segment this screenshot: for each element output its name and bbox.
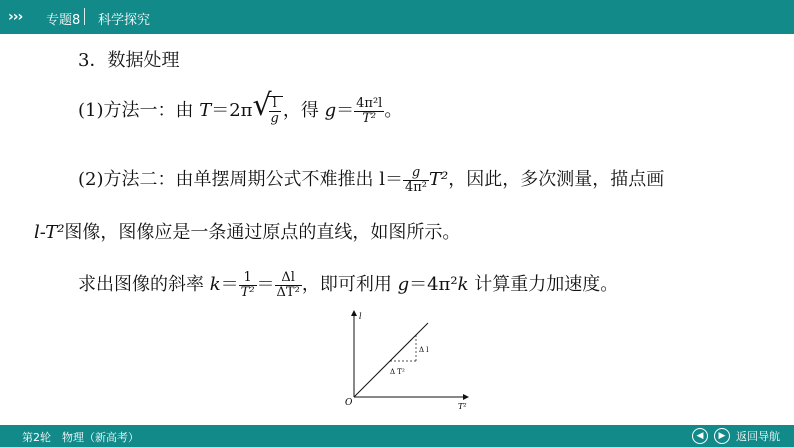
var-T2: T²	[429, 169, 449, 190]
sqrt-expression	[252, 88, 283, 126]
x-axis-label: T²	[458, 402, 467, 411]
next-arrow-icon[interactable]: ▶	[714, 428, 730, 444]
var-g: g	[324, 100, 337, 121]
header-divider	[84, 8, 85, 25]
l-T2-graph	[338, 305, 478, 415]
proportional-line	[354, 323, 428, 397]
y-axis-label: l	[359, 312, 362, 321]
method1-mid: ，得	[282, 100, 325, 121]
method2-line2: l-T²图像，图像应是一条通过原点的直线，如图所示。	[34, 222, 461, 243]
delta-l-label: Δ l	[419, 346, 429, 354]
fraction-dl-dT2: $\frac{\Delta l}{\text{ΔT²}}$	[276, 269, 300, 300]
section-label: 专题8	[46, 13, 81, 28]
method1-line: (1)方法一：由 T＝2π √ $\frac{l}{g}$ ，得 g＝ $\frac{\text{4π²l}}{\text{T²}}$ 。	[78, 88, 403, 126]
sqrt-icon: √	[252, 88, 272, 124]
fraction-l-g: $\frac{l}{g}$	[270, 96, 279, 126]
fraction-1-T2: $\frac{1}{\text{T²}}$	[240, 269, 255, 300]
header-title: 科学探究	[98, 13, 151, 28]
method1-eq: ＝2π	[211, 100, 253, 121]
heading	[78, 46, 179, 72]
footer-bar	[0, 425, 794, 447]
fraction-g-formula: $\frac{\text{4π²l}}{\text{T²}}$	[356, 95, 383, 126]
var-l-T2: l-T²	[34, 222, 65, 243]
delta-T2-label: Δ T²	[390, 368, 405, 376]
var-T: T	[199, 100, 212, 121]
prev-arrow-icon[interactable]: ◀	[692, 428, 708, 444]
chevron-right-icon: ›››	[8, 9, 23, 25]
fraction-g-4pi2: $\frac{g}{\text{4π²}}$	[404, 164, 428, 195]
back-navigation[interactable]	[692, 428, 780, 444]
heading-text: 3．数据处理	[78, 50, 180, 71]
header-bar	[0, 0, 794, 34]
nav-label[interactable]: 返回导航	[736, 430, 780, 443]
method2-line1: (2)方法二：由单摆周期公式不难推出 l＝ $\frac{g}{\text{4π²}}$ T²，因此，多次测量，描点画	[78, 164, 665, 195]
slope-line: 求出图像的斜率 k＝ $\frac{1}{\text{T²}}$ ＝ $\frac{\Delta l}{\text{ΔT²}}$ ，即可利用 g＝4π²k 计算重力加速度。	[78, 269, 619, 300]
origin-label: O	[345, 398, 353, 408]
method1-prefix: (1)方法一：由	[78, 100, 200, 121]
footer-text: 第2轮 物理（新高考）	[22, 431, 139, 444]
